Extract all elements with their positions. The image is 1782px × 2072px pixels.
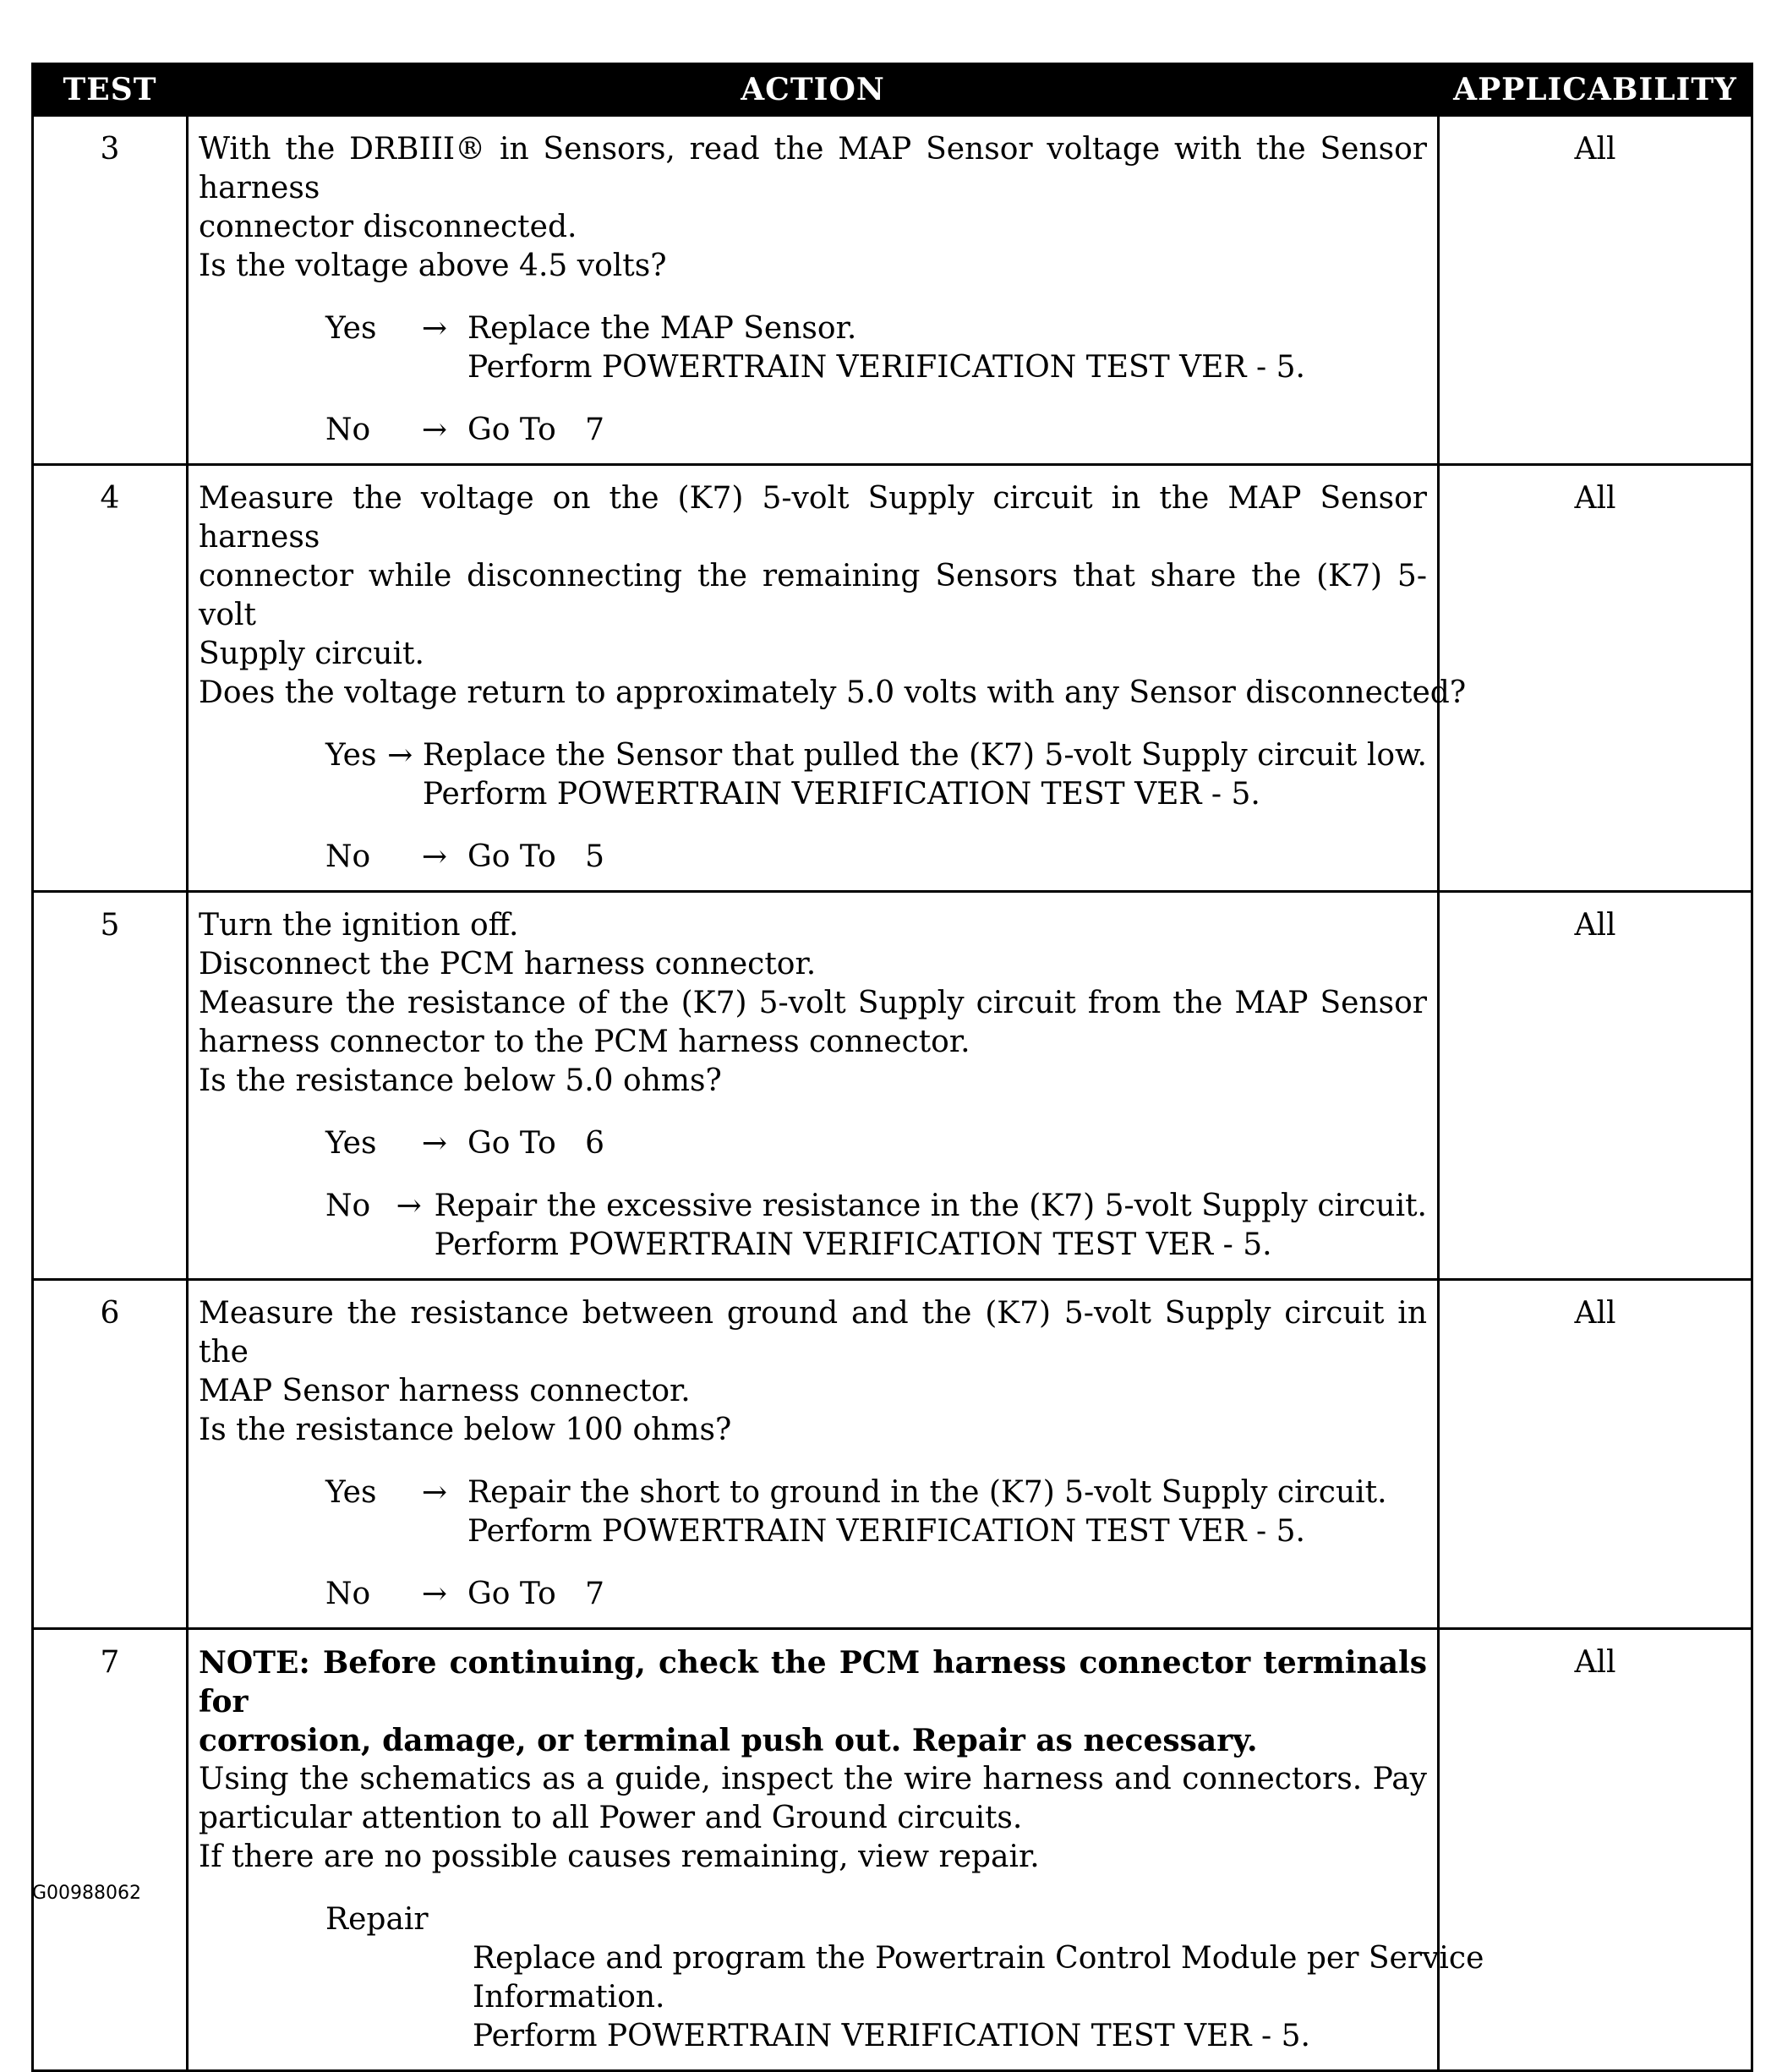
action-line: MAP Sensor harness connector. xyxy=(199,1374,691,1408)
note-line: NOTE: Before continuing, check the PCM harness connector terminals for xyxy=(199,1645,1427,1719)
repair-line: Information. xyxy=(473,1980,665,2015)
header-applicability: APPLICABILITY xyxy=(1439,64,1752,116)
repair-instructions xyxy=(473,1939,1484,2056)
applicability-value: All xyxy=(1439,1629,1752,2071)
action-line: particular attention to all Power and Ground circuits. xyxy=(199,1801,1023,1835)
result-line: Go To 7 xyxy=(467,1577,604,1611)
result-line: Perform POWERTRAIN VERIFICATION TEST VER - 5. xyxy=(434,1227,1272,1262)
no-option xyxy=(199,838,1427,877)
action-line: Measure the resistance between ground and the (K7) 5-volt Supply circuit in the xyxy=(199,1296,1427,1369)
action-cell xyxy=(188,465,1467,892)
action-cell xyxy=(188,1280,1439,1629)
test-row xyxy=(33,116,1752,465)
diagnostic-test-table xyxy=(31,63,1753,2072)
yes-result xyxy=(467,1124,1427,1163)
result-line: Go To 6 xyxy=(467,1126,604,1161)
arrow-icon: → xyxy=(421,1475,448,1510)
no-label: No xyxy=(325,413,371,447)
test-row xyxy=(33,1280,1752,1629)
applicability-value: All xyxy=(1439,1280,1752,1629)
yes-label: Yes xyxy=(325,311,377,346)
yes-option xyxy=(199,309,1427,387)
yes-label: Yes xyxy=(325,738,377,773)
result-line: Perform POWERTRAIN VERIFICATION TEST VER - 5. xyxy=(422,777,1260,812)
action-line: If there are no possible causes remaining, view repair. xyxy=(199,1840,1040,1874)
header-test: TEST xyxy=(33,64,188,116)
result-line: Replace the MAP Sensor. xyxy=(467,311,857,346)
repair-label: Repair xyxy=(325,1902,429,1937)
test-number: 7 xyxy=(33,1629,188,2071)
test-row xyxy=(33,892,1752,1280)
yes-option xyxy=(199,1124,1427,1163)
result-line: Perform POWERTRAIN VERIFICATION TEST VER - 5. xyxy=(467,1514,1305,1549)
no-option xyxy=(199,1575,1427,1614)
result-line: Perform POWERTRAIN VERIFICATION TEST VER - 5. xyxy=(467,350,1305,385)
action-line: connector disconnected. xyxy=(199,210,577,244)
yes-option xyxy=(199,736,1427,814)
arrow-icon: → xyxy=(421,311,448,346)
arrow-icon: → xyxy=(421,1126,448,1161)
test-row xyxy=(33,465,1752,892)
arrow-icon: → xyxy=(421,413,448,447)
no-label: No xyxy=(325,1189,371,1223)
header-action: ACTION xyxy=(188,64,1439,116)
applicability-value: All xyxy=(1439,892,1752,1280)
no-label: No xyxy=(325,839,371,874)
test-number: 4 xyxy=(33,465,188,892)
no-option xyxy=(199,411,1427,450)
action-cell xyxy=(188,1629,1484,2071)
yes-result xyxy=(467,1473,1427,1551)
action-line: Using the schematics as a guide, inspect the wire harness and connectors. Pay xyxy=(199,1762,1427,1796)
action-line: Turn the ignition off. xyxy=(199,908,519,943)
action-line: Is the resistance below 100 ohms? xyxy=(199,1413,732,1447)
action-line: Disconnect the PCM harness connector. xyxy=(199,947,817,981)
action-line: harness connector to the PCM harness connector. xyxy=(199,1025,970,1059)
action-cell xyxy=(188,892,1439,1280)
action-line: Measure the resistance of the (K7) 5-volt Supply circuit from the MAP Sensor xyxy=(199,986,1427,1020)
test-number: 6 xyxy=(33,1280,188,1629)
result-line: Repair the excessive resistance in the (K7) 5-volt Supply circuit. xyxy=(434,1189,1427,1223)
action-line: Measure the voltage on the (K7) 5-volt Supply circuit in the MAP Sensor harness xyxy=(199,481,1427,555)
repair-line: Perform POWERTRAIN VERIFICATION TEST VER - 5. xyxy=(473,2019,1310,2053)
action-line: Supply circuit. xyxy=(199,637,424,671)
arrow-icon: → xyxy=(421,1577,448,1611)
yes-label: Yes xyxy=(325,1126,377,1161)
no-result xyxy=(467,411,1427,450)
action-line: connector while disconnecting the remaining Sensors that share the (K7) 5-volt xyxy=(199,559,1427,632)
result-line: Go To 5 xyxy=(467,839,604,874)
test-number: 3 xyxy=(33,116,188,465)
header-row xyxy=(33,64,1752,116)
action-line: Does the voltage return to approximately 5.0 volts with any Sensor disconnected? xyxy=(199,675,1467,710)
applicability-value: All xyxy=(1439,116,1752,465)
no-result xyxy=(435,1187,1427,1265)
result-line: Repair the short to ground in the (K7) 5-volt Supply circuit. xyxy=(467,1475,1387,1510)
yes-label: Yes xyxy=(325,1475,377,1510)
no-result xyxy=(467,838,1427,877)
arrow-icon: → xyxy=(421,839,448,874)
test-number: 5 xyxy=(33,892,188,1280)
no-label: No xyxy=(325,1577,371,1611)
arrow-icon: → xyxy=(396,1189,422,1223)
yes-result xyxy=(423,736,1427,814)
no-result xyxy=(467,1575,1427,1614)
result-line: Replace the Sensor that pulled the (K7) 5-volt Supply circuit low. xyxy=(422,738,1427,773)
action-line: With the DRBIII® in Sensors, read the MAP Sensor voltage with the Sensor harness xyxy=(199,132,1427,205)
yes-option xyxy=(199,1473,1427,1551)
repair-line: Replace and program the Powertrain Control Module per Service xyxy=(473,1941,1484,1976)
no-option xyxy=(199,1187,1427,1265)
yes-result xyxy=(467,309,1427,387)
figure-id: G00988062 xyxy=(32,1883,142,1904)
action-line: Is the voltage above 4.5 volts? xyxy=(199,249,667,283)
arrow-icon: → xyxy=(387,738,413,773)
note-line: corrosion, damage, or terminal push out. Repair as necessary. xyxy=(199,1723,1258,1758)
result-line: Go To 7 xyxy=(467,413,604,447)
test-row xyxy=(33,1629,1752,2071)
action-line: Is the resistance below 5.0 ohms? xyxy=(199,1063,722,1098)
action-cell xyxy=(188,116,1439,465)
applicability-value: All xyxy=(1439,465,1752,892)
